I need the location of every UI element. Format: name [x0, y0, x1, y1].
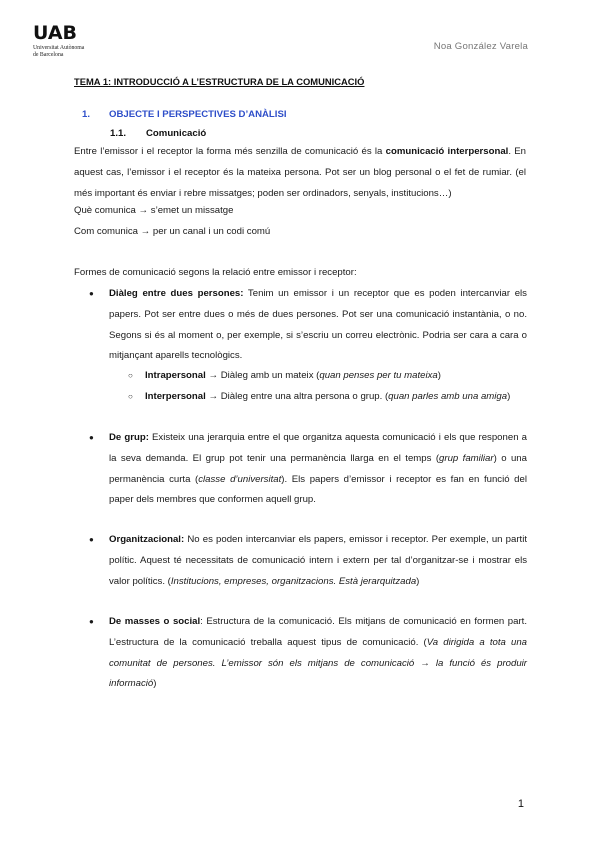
logo-subtitle [33, 45, 113, 58]
bullet-org-text: No es poden intercanviar els papers, emissor i receptor. Per exemple, un partit polític. Aquest té necessitats de comunicació intern i extern per tal d’organitzar-se i mostrar els valor polítics. ( [109, 534, 527, 587]
page-number: 1 [517, 798, 524, 810]
logo-mark: UAB [33, 22, 78, 44]
logo-line-2: de Barcelona [33, 51, 64, 58]
bullet-dialeg-head: Diàleg entre dues persones: [109, 288, 244, 299]
interpersonal-close: ) [507, 391, 511, 402]
formes-intro: Formes de comunicació segons la relació entre emissor i receptor: [74, 267, 357, 278]
intro-text-c: . En aquest cas, l’emissor i el receptor és la mateixa persona. Pot ser un blog personal o el fet de rumiar. (el més important és enviar i rebre missatges; poden ser ordinadors, senyals, institucions…) [74, 146, 526, 199]
intrapersonal-text: → Diàleg amb un mateix ( [205, 370, 320, 381]
logo-line-1: Universitat Autònoma [33, 45, 85, 51]
bullet-masses [109, 612, 527, 695]
bullet-dot: ● [89, 535, 94, 544]
bullet-dialeg [109, 284, 527, 367]
interpersonal-text: → Diàleg entre una altra persona o grup. ( [205, 391, 389, 402]
bullet-grup-italic-1: grup familiar [439, 452, 494, 464]
intro-bold: comunicació interpersonal [385, 146, 509, 157]
sub-bullet-circle: ○ [128, 392, 133, 401]
bullet-mass-close: ) [153, 678, 157, 690]
section-number: 1. [82, 109, 91, 120]
subsection-number: 1.1. [110, 128, 127, 139]
bullet-org-close: ) [416, 575, 420, 587]
subsection-heading-1-1 [110, 128, 206, 139]
bullet-dot: ● [89, 617, 94, 626]
intrapersonal-close: ) [437, 370, 441, 381]
bullet-grup-text-2: ) o una permanència curta ( [109, 452, 527, 485]
bullet-grup [109, 428, 527, 511]
line-que-comunica: Què comunica → s’emet un missatge [74, 205, 234, 216]
bullet-grup-text-3: ). Els papers d’emissor i receptor es fan en funció del paper dels membres que conformen aquell grup. [109, 473, 527, 506]
intrapersonal-head: Intrapersonal [145, 370, 206, 381]
sub-bullet-circle: ○ [128, 371, 133, 380]
bullet-mass-italic: Va dirigida a tota una comunitat de persones. L’emissor són els mitjans de comunicació → la funció és produir informació [109, 636, 527, 690]
sub-bullet-intrapersonal [145, 366, 527, 387]
intro-text-a: Entre l’emissor i el receptor la forma més senzilla de comunicació és la [74, 146, 386, 157]
sub-bullet-interpersonal [145, 387, 527, 408]
bullet-grup-italic-2: classe d’universitat [198, 473, 282, 485]
bullet-dot: ● [89, 289, 94, 298]
author-name: Noa González Varela [433, 41, 528, 52]
bullet-org-italic: Institucions, empreses, organitzacions. Està jerarquitzada [170, 575, 417, 587]
subsection-label: Comunicació [146, 128, 207, 139]
bullet-dot: ● [89, 433, 94, 442]
section-label: OBJECTE I PERSPECTIVES D’ANÀLISI [109, 109, 287, 120]
bullet-mass-head: De masses o social [109, 616, 201, 627]
uab-logo [33, 24, 113, 64]
bullet-grup-text-1: Existeix una jerarquia entre el que organitza aquesta comunicació i els que responen a la seva demanda. El grup pot tenir una permanència llarga en el temps ( [109, 432, 527, 464]
interpersonal-head: Interpersonal [145, 391, 206, 402]
bullet-grup-head: De grup: [109, 432, 149, 443]
bullet-organitzacional [109, 530, 527, 592]
interpersonal-italic: quan parles amb una amiga [388, 391, 508, 402]
bullet-org-head: Organitzacional: [109, 534, 185, 545]
bullet-mass-text: : Estructura de la comunicació. Els mitjans de comunicació en formen part. L’estructura de la comunicació treballa aquest tipus de comunicació. ( [109, 616, 527, 648]
line-com-comunica: Com comunica → per un canal i un codi comú [74, 226, 271, 237]
bullet-dialeg-text: Tenim un emissor i un receptor que es poden intercanviar els papers. Pot ser entre dues o més de dues persones. Pot ser una comunicació instantània, o no. Segons si és al moment o, per exemple, si s’escriu un correu electrònic. Podria ser cara a cara o mitjançant aparells tecnològics. [109, 288, 527, 362]
section-heading-1 [82, 109, 287, 120]
page-title: TEMA 1: INTRODUCCIÓ A L’ESTRUCTURA DE LA COMUNICACIÓ [74, 76, 365, 87]
intrapersonal-italic: quan penses per tu mateixa [319, 370, 438, 381]
intro-paragraph [74, 142, 526, 204]
